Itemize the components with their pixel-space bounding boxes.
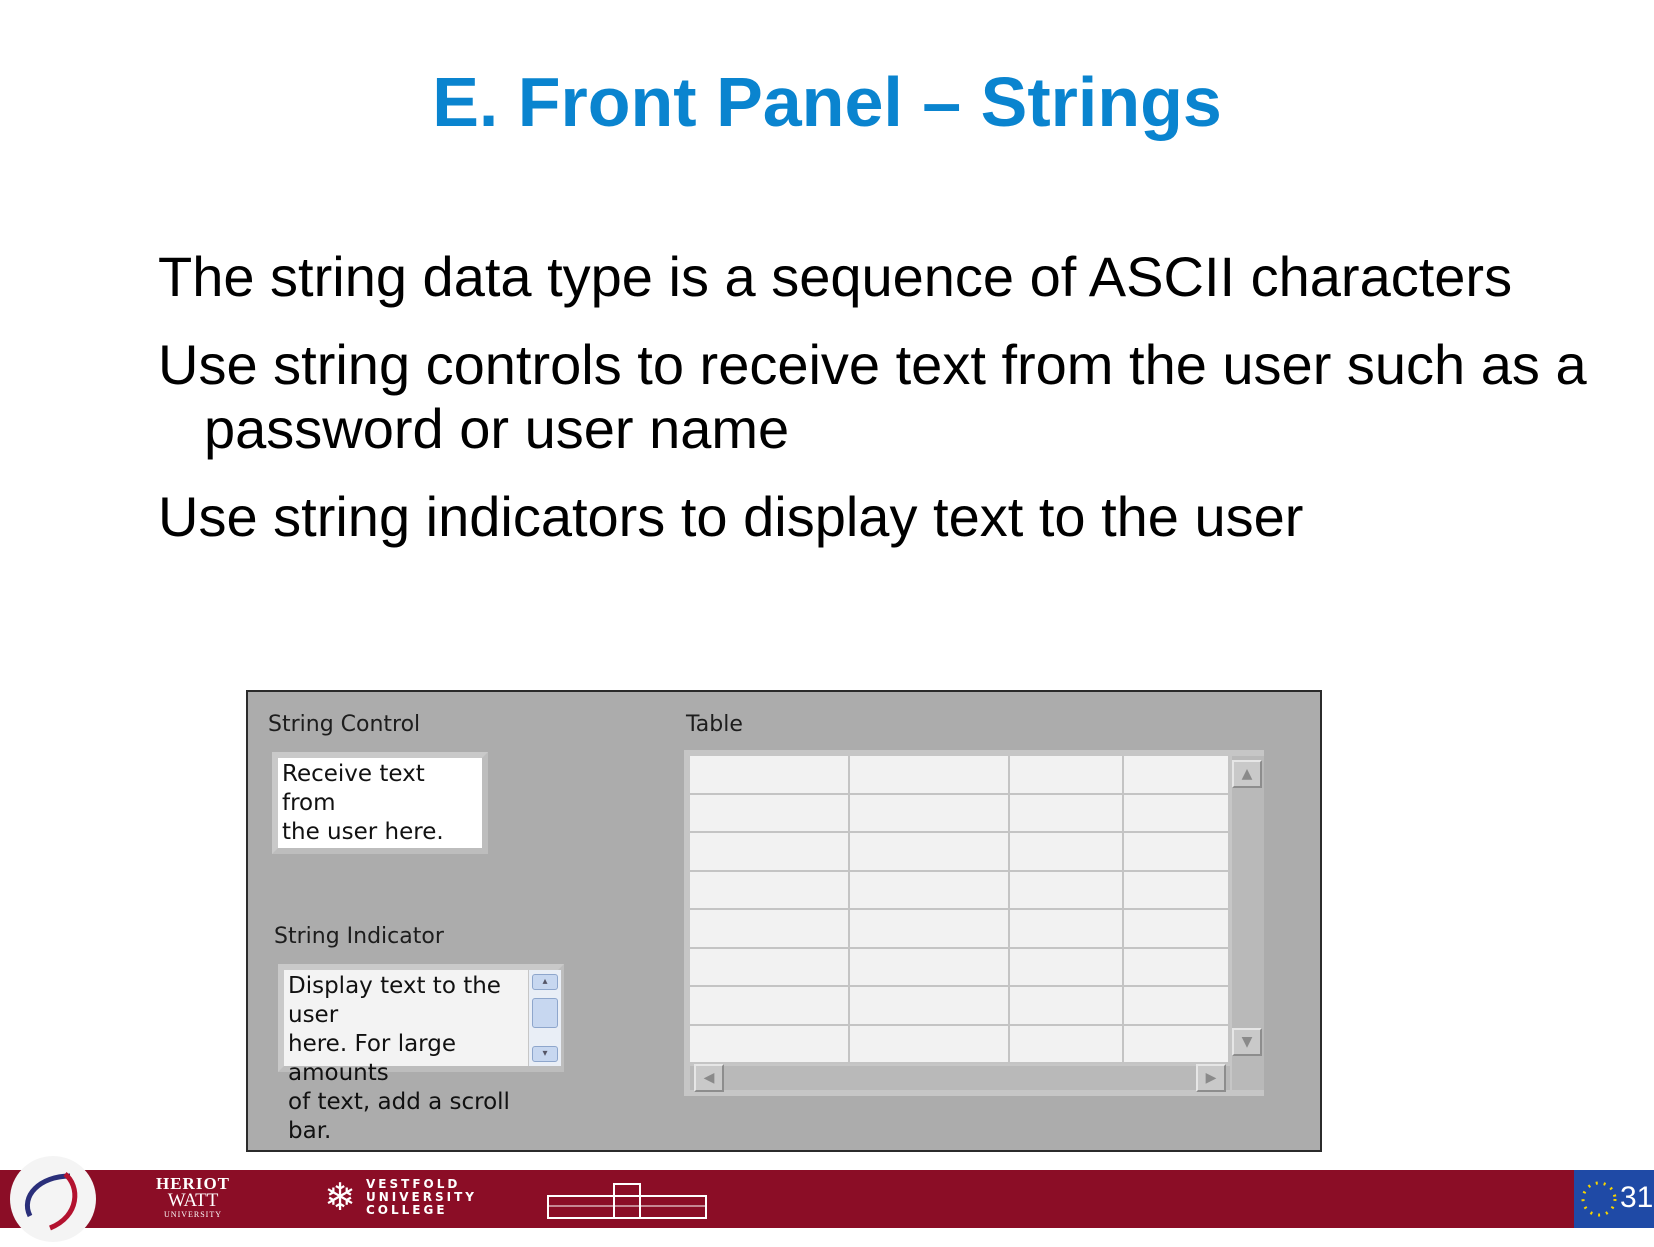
scroll-down-icon[interactable]: ▼ <box>1232 1028 1262 1056</box>
bullet-item: Use string indicators to display text to the user <box>158 485 1304 548</box>
page-number: 31 <box>1620 1181 1654 1214</box>
table-cell[interactable] <box>1010 949 1124 988</box>
table-cell[interactable] <box>850 756 1010 795</box>
indicator-scrollbar[interactable] <box>528 970 561 1066</box>
table-cell[interactable] <box>1010 833 1124 872</box>
table-cell[interactable] <box>690 1026 850 1065</box>
front-panel <box>246 690 1322 1152</box>
table-cell[interactable] <box>850 833 1010 872</box>
table-cell[interactable] <box>690 872 850 911</box>
table-cell[interactable] <box>1124 833 1230 872</box>
table-cell[interactable] <box>850 910 1010 949</box>
table-cell[interactable] <box>690 795 850 834</box>
string-indicator-label: String Indicator <box>274 924 444 949</box>
slide-title: E. Front Panel – Strings <box>432 63 1222 141</box>
scroll-up-icon[interactable]: ▲ <box>1232 760 1262 788</box>
table-cell[interactable] <box>1124 949 1230 988</box>
table-cell[interactable] <box>690 833 850 872</box>
building-icon <box>548 1182 706 1218</box>
vestfold-logo: VESTFOLD UNIVERSITY COLLEGE <box>366 1177 477 1217</box>
table-cell[interactable] <box>1124 872 1230 911</box>
snowflake-icon: ❄ <box>324 1177 356 1219</box>
logo-icon <box>10 1156 96 1242</box>
table-grid <box>690 756 1230 1064</box>
scroll-right-icon[interactable]: ▶ <box>1196 1064 1226 1092</box>
table-cell[interactable] <box>850 795 1010 834</box>
table-cell[interactable] <box>1010 1026 1124 1065</box>
scroll-down-icon[interactable]: ▾ <box>532 1046 558 1062</box>
table-label: Table <box>686 712 743 737</box>
table-control <box>684 750 1264 1096</box>
bullet-item: Use string controls to receive text from the user such as a password or user name <box>158 333 1587 460</box>
table-cell[interactable] <box>690 910 850 949</box>
table-cell[interactable] <box>1124 910 1230 949</box>
scroll-thumb[interactable] <box>532 998 558 1028</box>
scroll-up-icon[interactable]: ▴ <box>532 974 558 990</box>
table-cell[interactable] <box>850 1026 1010 1065</box>
table-cell[interactable] <box>1010 910 1124 949</box>
table-cell[interactable] <box>1124 1026 1230 1065</box>
table-cell[interactable] <box>690 756 850 795</box>
table-cell[interactable] <box>1124 795 1230 834</box>
table-cell[interactable] <box>850 987 1010 1026</box>
string-indicator-display: Display text to the user here. For large amounts of text, add a scroll bar. <box>278 964 564 1072</box>
footer-bar <box>0 1170 1654 1228</box>
table-horizontal-scrollbar[interactable] <box>690 1066 1230 1090</box>
table-cell[interactable] <box>850 949 1010 988</box>
bullet-item: The string data type is a sequence of ASCII characters <box>158 245 1513 308</box>
string-control-input[interactable]: Receive text from the user here. <box>272 752 488 854</box>
string-control-label: String Control <box>268 712 421 737</box>
table-cell[interactable] <box>1010 987 1124 1026</box>
bullet-list <box>158 245 1598 573</box>
table-cell[interactable] <box>690 987 850 1026</box>
table-cell[interactable] <box>1010 795 1124 834</box>
table-cell[interactable] <box>850 872 1010 911</box>
table-cell[interactable] <box>1010 756 1124 795</box>
table-cell[interactable] <box>690 949 850 988</box>
heriot-watt-logo: HERIOT WATT UNIVERSITY <box>156 1174 231 1219</box>
table-cell[interactable] <box>1010 872 1124 911</box>
table-cell[interactable] <box>1124 987 1230 1026</box>
table-vertical-scrollbar[interactable] <box>1232 756 1264 1090</box>
scroll-left-icon[interactable]: ◀ <box>694 1064 724 1092</box>
table-cell[interactable] <box>1124 756 1230 795</box>
